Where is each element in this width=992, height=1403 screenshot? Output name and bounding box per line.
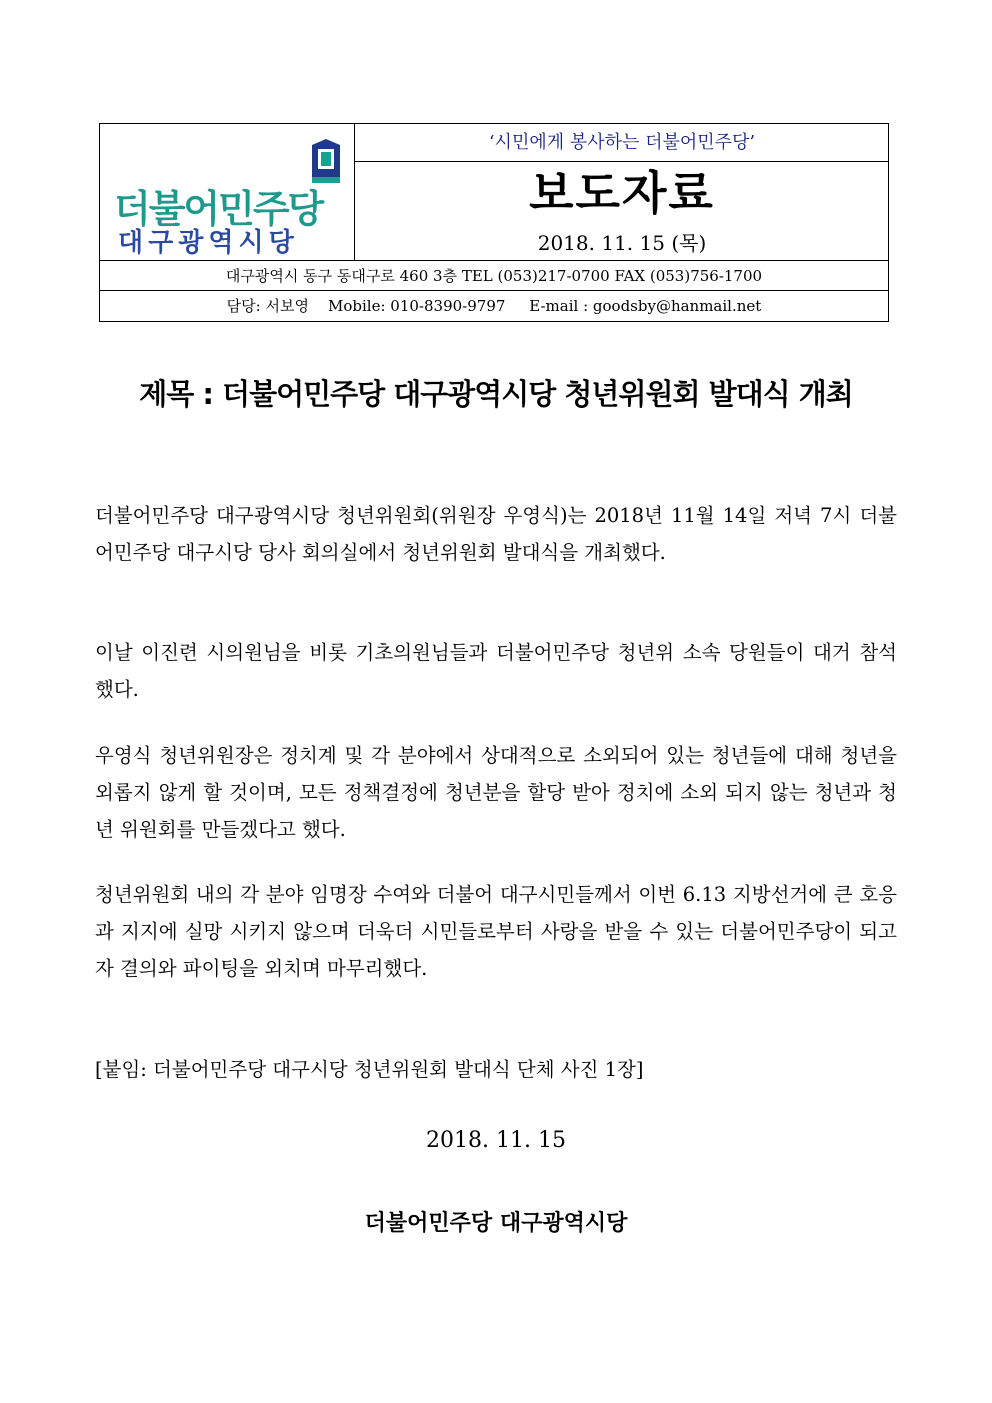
footer-organization: 더불어민주당 대구광역시당 <box>364 1210 628 1236</box>
logo-branch-name: 대구광역시당 <box>118 228 299 258</box>
press-header-table <box>99 123 889 322</box>
body-paragraph-2: 이날 이진련 시의원님을 비롯 기초의원님들과 더불어민주당 청년위 소속 당원들이 대거 참석 했다. <box>95 641 897 701</box>
logo-party-name: 더불어민주당 <box>114 187 323 231</box>
release-date: 2018. 11. 15 (목) <box>537 231 707 255</box>
footer-date: 2018. 11. 15 <box>426 1128 566 1153</box>
body-paragraph-1: 더불어민주당 대구광역시당 청년위원회(위원장 우영식)는 2018년 11월 14일 저녁 7시 더불어민주당 대구시당 당사 회의실에서 청년위원회 발대식을 개최했다. <box>95 504 897 564</box>
slogan: ‘시민에게 봉사하는 더불어민주당’ <box>355 124 889 162</box>
press-release-heading: 보도자료 <box>529 166 715 220</box>
contact-line: 담당: 서보영 Mobile: 010-8390-9797 E-mail : goodsby@hanmail.net <box>226 297 762 315</box>
attachment-note: [붙임: 더불어민주당 대구시당 청년위원회 발대식 단체 사진 1장] <box>95 1058 644 1081</box>
body-paragraph-3: 우영식 청년위원장은 정치계 및 각 분야에서 상대적으로 소외되어 있는 청년들에 대해 청년을 외롭지 않게 할 것이며, 모든 정책결정에 청년분을 할당 받아 정치에 소외 되지 않는 청년과 청년 위원회를 만들겠다고 했다. <box>95 744 897 841</box>
body-paragraph-4: 청년위원회 내의 각 분야 임명장 수여와 더불어 대구시민들께서 이번 6.13 지방선거에 큰 호응과 지지에 실망 시키지 않으며 더욱더 시민들로부터 사랑을 받을 수 있는 더불어민주당이 되고자 결의와 파이팅을 외치며 마무리했다. <box>95 883 897 980</box>
address-line: 대구광역시 동구 동대구로 460 3층 TEL (053)217-0700 FAX (053)756-1700 <box>100 260 888 291</box>
party-logo <box>100 124 355 260</box>
document-title: 제목 : 더불어민주당 대구광역시당 청년위원회 발대식 개최 <box>139 377 853 411</box>
